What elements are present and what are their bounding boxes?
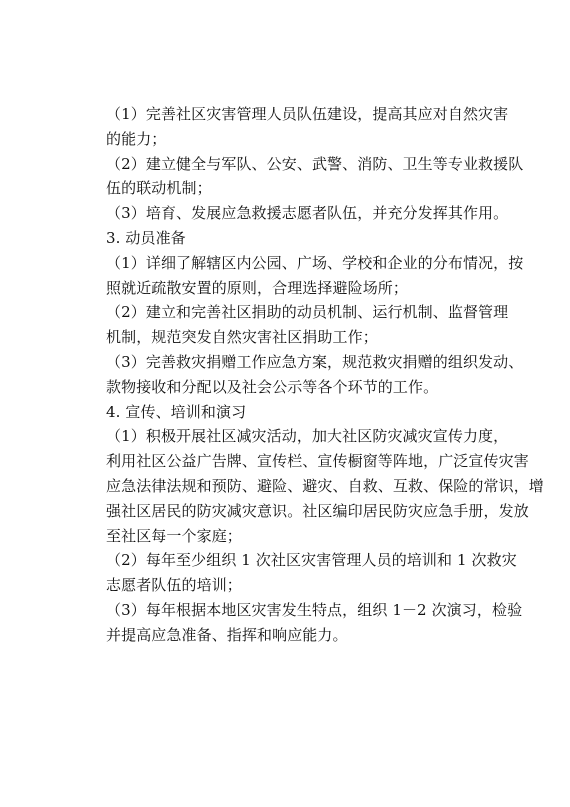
paragraph-team-building bbox=[76, 102, 509, 152]
text-line: （3）完善救灾捐赠工作应急方案，规范救灾捐赠的组织发动、 bbox=[106, 352, 524, 371]
paragraph-volunteer-team bbox=[76, 201, 509, 226]
text-line: （2）建立和完善社区捐助的动员机制、运行机制、监督管理 bbox=[106, 303, 509, 322]
text-line: 机制，规范突发自然灾害社区捐助工作； bbox=[106, 328, 378, 347]
paragraph-publicity-activities bbox=[76, 424, 544, 548]
text-line: 至社区每一个家庭； bbox=[106, 526, 242, 545]
text-line: （3）培育、发展应急救援志愿者队伍，并充分发挥其作用。 bbox=[106, 204, 509, 223]
section-heading-mobilization bbox=[76, 226, 502, 251]
text-line: 志愿者队伍的培训； bbox=[106, 576, 242, 595]
section-heading-text: 3. 动员准备 bbox=[106, 228, 186, 247]
text-line: 款物接收和分配以及社会公示等各个环节的工作。 bbox=[106, 377, 439, 396]
text-line: （1）积极开展社区减灾活动，加大社区防灾减灾宣传力度， bbox=[106, 427, 509, 446]
text-line: 照就近疏散安置的原则，合理选择避险场所； bbox=[106, 278, 409, 297]
text-line: 利用社区公益广告牌、宣传栏、宣传橱窗等阵地，广泛宣传灾害 bbox=[106, 452, 529, 471]
text-line: （1）完善社区灾害管理人员队伍建设，提高其应对自然灾害 bbox=[106, 105, 509, 123]
section-heading-text: 4. 宣传、培训和演习 bbox=[106, 402, 247, 421]
text-line: （1）详细了解辖区内公园、广场、学校和企业的分布情况，按 bbox=[106, 253, 524, 272]
text-line: 并提高应急准备、指挥和响应能力。 bbox=[106, 625, 348, 644]
paragraph-shelter-selection bbox=[76, 251, 524, 301]
text-line: 强社区居民的防灾减灾意识。社区编印居民防灾应急手册，发放 bbox=[106, 501, 529, 520]
section-heading-publicity-training bbox=[76, 400, 502, 425]
paragraph-donation-mechanism bbox=[76, 300, 509, 350]
text-line: （2）建立健全与军队、公安、武警、消防、卫生等专业救援队 bbox=[106, 154, 524, 173]
paragraph-linkage-mechanism bbox=[76, 152, 524, 202]
paragraph-annual-training bbox=[76, 548, 517, 598]
text-line: 伍的联动机制； bbox=[106, 179, 212, 198]
paragraph-donation-plan bbox=[76, 350, 524, 400]
text-line: （3）每年根据本地区灾害发生特点，组织 1－2 次演习，检验 bbox=[106, 600, 523, 619]
paragraph-annual-drills bbox=[76, 598, 523, 648]
text-line: 应急法律法规和预防、避险、避灾、自救、互救、保险的常识，增 bbox=[106, 476, 544, 495]
document-body bbox=[76, 102, 544, 648]
text-line: （2）每年至少组织 1 次社区灾害管理人员的培训和 1 次救灾 bbox=[106, 551, 517, 570]
text-line: 的能力； bbox=[106, 129, 167, 148]
